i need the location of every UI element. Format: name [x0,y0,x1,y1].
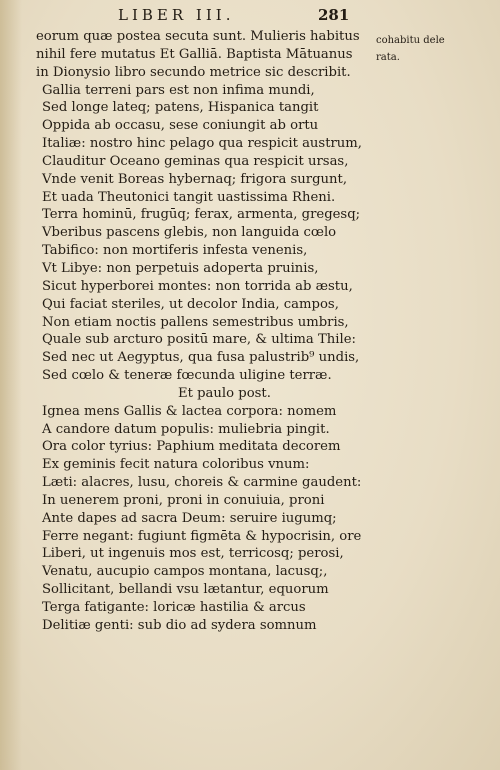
verse-line: Ferre negant: fugiunt figmēta & hypocrisin, ore [42,528,362,544]
verse-line: Non etiam noctis pallens semestribus umbris, [42,314,349,330]
verse-line: Italiæ: nostro hinc pelago qua respicit austrum, [42,136,362,152]
verse-line: Sed cœlo & teneræ fœcunda uligine terræ. [42,368,332,384]
verse-line: Vnde venit Boreas hybernaq; frigora surgunt, [42,171,348,187]
verse-line: Ante dapes ad sacra Deum: seruire iugumq; [42,510,337,526]
verse-line: Ignea mens Gallis & lactea corpora: nomem [42,403,337,419]
verse-line: Clauditur Oceano geminas qua respicit ursas, [42,153,349,169]
section-caption: Et paulo post. [178,385,271,401]
verse-line: Terga fatigante: loricæ hastilia & arcus [42,600,306,615]
verse-line: A candore datum populis: muliebria pingit. [42,421,330,437]
margin-note-line: rata. [376,52,400,63]
verse-line: In uenerem proni, proni in conuiuia, proni [42,492,325,508]
margin-note-line: cohabitu dele [376,35,445,46]
verse-line: Sicut hyperborei montes: non torrida ab æstu, [42,278,353,294]
verse-line: Læti: alacres, lusu, choreis & carmine gaudent: [42,475,362,491]
verse-line: Vt Libye: non perpetuis adoperta pruinis, [42,260,319,276]
verse-line: Vberibus pascens glebis, non languida cœlo [42,225,337,241]
verse-line: Tabifico: non mortiferis infesta venenis, [42,243,308,259]
verse-line: Sollicitant, bellandi vsu lætantur, equorum [42,582,329,598]
verse-line: Terra hominū, frugūq; ferax, armenta, gregesq; [42,207,361,223]
verse-line: Ora color tyrius: Paphium meditata decorem [42,439,341,455]
page-gutter-shadow [0,0,22,770]
verse-line: Sed nec ut Aegyptus, qua fusa palustrib⁹ undis, [42,350,360,366]
verse-line: Ex geminis fecit natura coloribus vnum: [42,457,310,473]
verse-line: Liberi, ut ingenuis mos est, terricosq; perosi, [42,546,344,562]
page-header [0,6,500,26]
prose-line: in Dionysio libro secundo metrice sic describit. [36,64,351,80]
verse-line: Venatu, aucupio campos montana, lacusq;, [42,564,328,580]
running-head: LIBER III. [118,6,235,24]
text-block [36,28,456,635]
verse-line: Qui faciat steriles, ut decolor India, campos, [42,296,339,312]
verse-line: Sed longe lateq; patens, Hispanica tangit [42,100,319,116]
prose-line: nihil fere mutatus Et Galliā. Baptista Mātuanus [36,46,353,62]
prose-line: eorum quæ postea secuta sunt. Mulieris habitus [36,29,360,44]
verse-line: Et uada Theutonici tangit uastissima Rheni. [42,189,336,205]
verse-line: Delitiæ genti: sub dio ad sydera somnum [42,617,317,633]
page-number: 281 [318,6,350,24]
verse-line: Oppida ab occasu, sese coniungit ab ortu [42,118,319,134]
verse-line: Quale sub arcturo positū mare, & ultima Thile: [42,332,356,348]
verse-line: Gallia terreni pars est non infima mundi, [42,82,315,98]
